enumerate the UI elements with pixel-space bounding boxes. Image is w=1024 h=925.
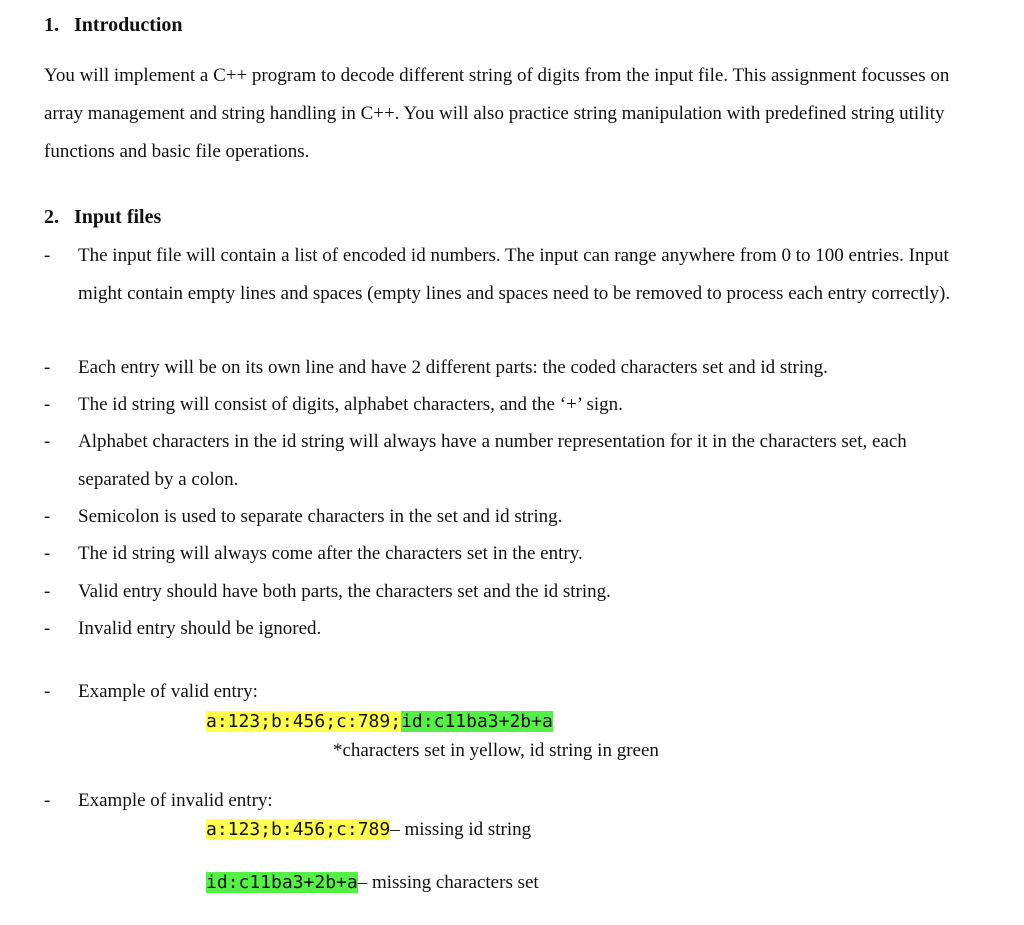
missing-set-note: – missing characters set [357, 872, 539, 893]
invalid-example-item [44, 782, 984, 820]
bullet-text: The id string will consist of digits, alphabet characters, and the ‘+’ sign. [78, 394, 623, 415]
section-1-heading [44, 13, 183, 37]
section-2-number: 2. [44, 206, 59, 228]
bullet-item [44, 423, 984, 498]
bullet-text: Valid entry should have both parts, the characters set and the id string. [78, 581, 611, 602]
invalid-example-missing-id [206, 818, 531, 842]
section-2-heading [44, 205, 161, 229]
valid-id-string: id:c11ba3+2b+a [401, 711, 553, 732]
section-1-number: 1. [44, 14, 59, 36]
valid-example-caption: *characters set in yellow, id string in green [333, 740, 659, 761]
valid-example-code [206, 710, 553, 734]
invalid-example-label: Example of invalid entry: [78, 790, 273, 811]
bullet-dash: - [44, 357, 51, 378]
bullet-dash: - [44, 431, 51, 452]
invalid-example-missing-set [206, 871, 539, 895]
bullet-dash: - [44, 790, 51, 811]
bullet-dash: - [44, 245, 51, 266]
bullet-dash: - [44, 581, 51, 602]
bullet-dash: - [44, 506, 51, 527]
bullet-dash: - [44, 681, 51, 702]
bullet-item [44, 610, 984, 648]
bullet-text: Invalid entry should be ignored. [78, 618, 322, 639]
bullet-text: Alphabet characters in the id string will always have a number representation for it in the characters set, each separated by a colon. [78, 431, 907, 490]
bullet-item [44, 349, 984, 387]
bullet-text: The id string will always come after the characters set in the entry. [78, 543, 583, 564]
bullet-item [44, 237, 984, 312]
valid-chars-set: a:123;b:456;c:789; [206, 711, 402, 732]
invalid-chars-set: a:123;b:456;c:789 [206, 819, 391, 840]
bullet-text: Each entry will be on its own line and have 2 different parts: the coded characters set and id string. [78, 357, 828, 378]
bullet-text: Semicolon is used to separate characters in the set and id string. [78, 506, 563, 527]
section-2-title: Input files [74, 206, 162, 228]
valid-example-item [44, 673, 984, 711]
valid-example-label: Example of valid entry: [78, 681, 258, 702]
invalid-id-string: id:c11ba3+2b+a [206, 872, 358, 893]
bullet-dash: - [44, 394, 51, 415]
section-1-title: Introduction [74, 14, 183, 36]
bullet-item [44, 498, 984, 536]
bullet-item [44, 573, 984, 611]
bullet-item [44, 386, 984, 424]
intro-paragraph: You will implement a C++ program to decode different string of digits from the input file. This assignment focusses on array management and string handling in C++. You will also practice string manipulation with predefined string utility functions and basic file operations. [44, 65, 950, 162]
bullet-dash: - [44, 543, 51, 564]
bullet-item [44, 535, 984, 573]
missing-id-note: – missing id string [390, 819, 532, 840]
bullet-text: The input file will contain a list of encoded id numbers. The input can range anywhere from 0 to 100 entries. Input might contain empty lines and spaces (empty lines and spaces need to be removed to process each entry correctly). [78, 245, 951, 304]
bullet-dash: - [44, 618, 51, 639]
